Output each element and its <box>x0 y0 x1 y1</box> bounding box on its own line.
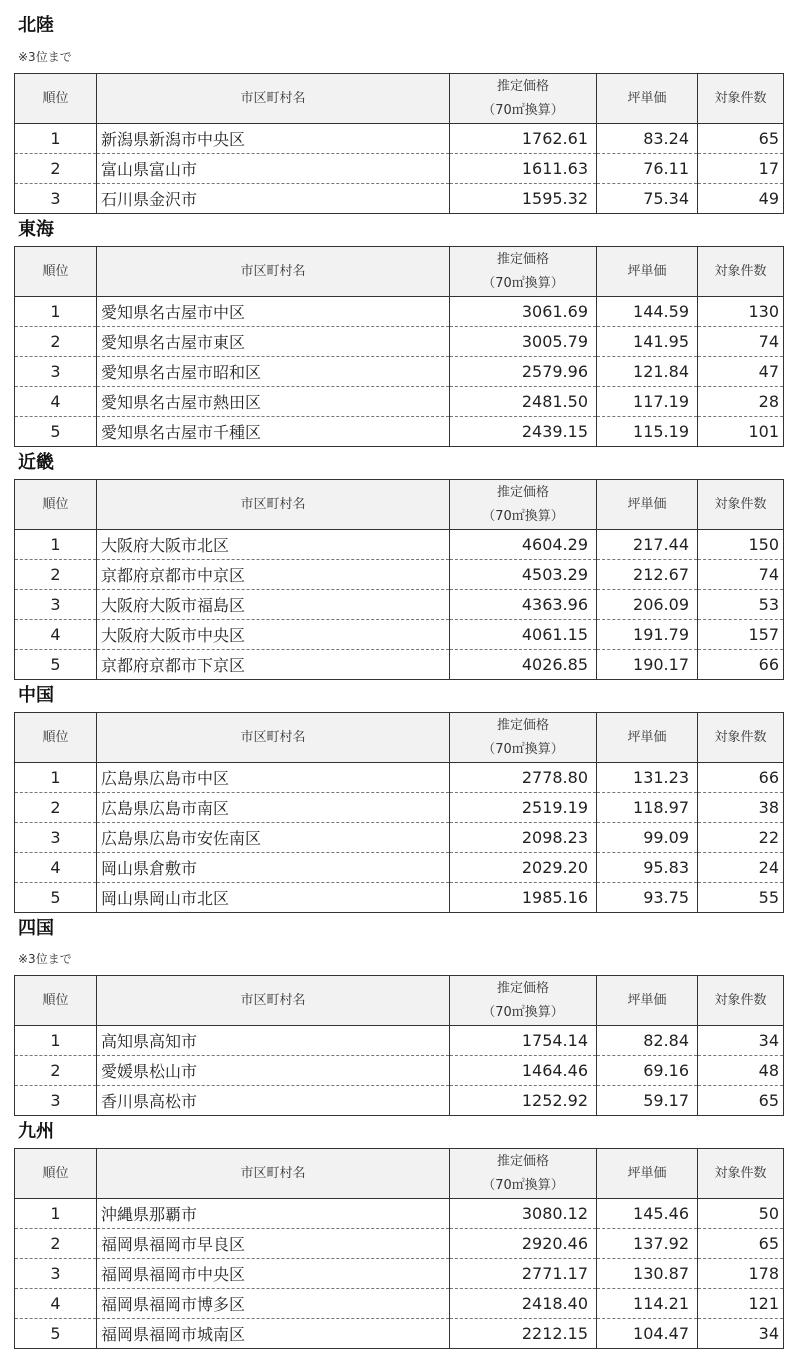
ranking-table <box>14 1148 784 1349</box>
cell-count: 34 <box>698 1026 784 1056</box>
table-row <box>15 590 784 620</box>
cell-name: 富山県富山市 <box>97 154 450 184</box>
cell-price: 2098.23 <box>450 823 597 853</box>
header-name: 市区町村名 <box>97 713 450 763</box>
cell-name: 広島県広島市南区 <box>97 793 450 823</box>
table-row <box>15 763 784 793</box>
cell-count: 47 <box>698 357 784 387</box>
header-rank: 順位 <box>15 976 97 1026</box>
cell-rank: 2 <box>15 793 97 823</box>
cell-tsubo: 93.75 <box>597 883 698 913</box>
cell-name: 石川県金沢市 <box>97 184 450 214</box>
cell-rank: 3 <box>15 357 97 387</box>
cell-tsubo: 75.34 <box>597 184 698 214</box>
cell-tsubo: 212.67 <box>597 560 698 590</box>
header-name: 市区町村名 <box>97 480 450 530</box>
cell-tsubo: 76.11 <box>597 154 698 184</box>
cell-name: 愛知県名古屋市熱田区 <box>97 387 450 417</box>
region-title: 北陸 <box>18 15 54 36</box>
cell-rank: 2 <box>15 154 97 184</box>
header-price <box>450 74 597 124</box>
header-price <box>450 1149 597 1199</box>
cell-price: 4503.29 <box>450 560 597 590</box>
region-title: 東海 <box>18 219 54 240</box>
cell-rank: 4 <box>15 853 97 883</box>
cell-tsubo: 83.24 <box>597 124 698 154</box>
cell-name: 愛知県名古屋市中区 <box>97 297 450 327</box>
table-row <box>15 184 784 214</box>
cell-name: 香川県高松市 <box>97 1086 450 1116</box>
cell-tsubo: 95.83 <box>597 853 698 883</box>
table-header-row <box>15 1149 784 1199</box>
cell-rank: 1 <box>15 763 97 793</box>
header-price-line2: （70㎡換算） <box>482 508 564 524</box>
cell-price: 2920.46 <box>450 1229 597 1259</box>
cell-name: 沖縄県那覇市 <box>97 1199 450 1229</box>
cell-price: 4026.85 <box>450 650 597 680</box>
cell-count: 65 <box>698 124 784 154</box>
cell-count: 55 <box>698 883 784 913</box>
table-row <box>15 853 784 883</box>
header-name: 市区町村名 <box>97 247 450 297</box>
cell-rank: 4 <box>15 620 97 650</box>
cell-count: 53 <box>698 590 784 620</box>
header-rank: 順位 <box>15 480 97 530</box>
cell-count: 34 <box>698 1319 784 1349</box>
header-count: 対象件数 <box>698 247 784 297</box>
cell-name: 新潟県新潟市中央区 <box>97 124 450 154</box>
header-count: 対象件数 <box>698 713 784 763</box>
header-price <box>450 713 597 763</box>
region-note: ※3位まで <box>18 952 72 966</box>
cell-rank: 1 <box>15 124 97 154</box>
cell-price: 4363.96 <box>450 590 597 620</box>
cell-count: 38 <box>698 793 784 823</box>
cell-count: 66 <box>698 763 784 793</box>
cell-price: 2212.15 <box>450 1319 597 1349</box>
cell-price: 1754.14 <box>450 1026 597 1056</box>
table-row <box>15 650 784 680</box>
cell-tsubo: 144.59 <box>597 297 698 327</box>
cell-count: 28 <box>698 387 784 417</box>
table-row <box>15 1026 784 1056</box>
table-header-row <box>15 247 784 297</box>
cell-tsubo: 145.46 <box>597 1199 698 1229</box>
header-rank: 順位 <box>15 74 97 124</box>
header-price <box>450 976 597 1026</box>
cell-price: 2439.15 <box>450 417 597 447</box>
table-row <box>15 327 784 357</box>
cell-tsubo: 69.16 <box>597 1056 698 1086</box>
header-price-line2: （70㎡換算） <box>482 275 564 291</box>
header-price-line1: 推定価格 <box>496 78 549 94</box>
cell-name: 愛知県名古屋市東区 <box>97 327 450 357</box>
cell-tsubo: 121.84 <box>597 357 698 387</box>
header-tsubo: 坪単価 <box>597 1149 698 1199</box>
header-price-line1: 推定価格 <box>496 717 549 733</box>
table-header-row <box>15 976 784 1026</box>
header-price <box>450 480 597 530</box>
header-rank: 順位 <box>15 713 97 763</box>
table-row <box>15 1289 784 1319</box>
cell-price: 2519.19 <box>450 793 597 823</box>
region-title: 中国 <box>18 685 54 706</box>
cell-count: 65 <box>698 1229 784 1259</box>
table-row <box>15 387 784 417</box>
cell-tsubo: 141.95 <box>597 327 698 357</box>
ranking-table <box>14 975 784 1116</box>
cell-rank: 1 <box>15 530 97 560</box>
cell-tsubo: 117.19 <box>597 387 698 417</box>
cell-count: 150 <box>698 530 784 560</box>
header-count: 対象件数 <box>698 1149 784 1199</box>
cell-rank: 5 <box>15 1319 97 1349</box>
table-row <box>15 357 784 387</box>
cell-price: 2579.96 <box>450 357 597 387</box>
cell-price: 1985.16 <box>450 883 597 913</box>
ranking-table <box>14 479 784 680</box>
header-price-line1: 推定価格 <box>496 1153 549 1169</box>
cell-price: 2029.20 <box>450 853 597 883</box>
cell-count: 130 <box>698 297 784 327</box>
cell-count: 17 <box>698 154 784 184</box>
cell-price: 3061.69 <box>450 297 597 327</box>
cell-tsubo: 217.44 <box>597 530 698 560</box>
cell-count: 74 <box>698 560 784 590</box>
cell-tsubo: 130.87 <box>597 1259 698 1289</box>
cell-tsubo: 99.09 <box>597 823 698 853</box>
header-tsubo: 坪単価 <box>597 976 698 1026</box>
cell-rank: 3 <box>15 823 97 853</box>
cell-rank: 5 <box>15 650 97 680</box>
cell-tsubo: 118.97 <box>597 793 698 823</box>
region-note: ※3位まで <box>18 50 72 64</box>
table-row <box>15 1319 784 1349</box>
cell-price: 4604.29 <box>450 530 597 560</box>
cell-rank: 2 <box>15 327 97 357</box>
table-row <box>15 1229 784 1259</box>
cell-rank: 3 <box>15 590 97 620</box>
header-price-line1: 推定価格 <box>496 484 549 500</box>
cell-rank: 3 <box>15 184 97 214</box>
table-header-row <box>15 74 784 124</box>
table-row <box>15 1086 784 1116</box>
cell-price: 2481.50 <box>450 387 597 417</box>
cell-price: 1464.46 <box>450 1056 597 1086</box>
cell-count: 121 <box>698 1289 784 1319</box>
header-price <box>450 247 597 297</box>
cell-name: 広島県広島市中区 <box>97 763 450 793</box>
table-row <box>15 823 784 853</box>
table-row <box>15 1199 784 1229</box>
header-name: 市区町村名 <box>97 976 450 1026</box>
cell-count: 48 <box>698 1056 784 1086</box>
cell-price: 2418.40 <box>450 1289 597 1319</box>
cell-rank: 2 <box>15 560 97 590</box>
cell-name: 京都府京都市中京区 <box>97 560 450 590</box>
cell-rank: 4 <box>15 387 97 417</box>
header-tsubo: 坪単価 <box>597 247 698 297</box>
cell-tsubo: 190.17 <box>597 650 698 680</box>
header-tsubo: 坪単価 <box>597 480 698 530</box>
cell-price: 4061.15 <box>450 620 597 650</box>
cell-tsubo: 82.84 <box>597 1026 698 1056</box>
cell-rank: 4 <box>15 1289 97 1319</box>
cell-rank: 3 <box>15 1086 97 1116</box>
table-header-row <box>15 713 784 763</box>
region-title: 近畿 <box>18 452 54 473</box>
region-title: 四国 <box>18 918 54 939</box>
cell-name: 京都府京都市下京区 <box>97 650 450 680</box>
cell-tsubo: 104.47 <box>597 1319 698 1349</box>
header-count: 対象件数 <box>698 976 784 1026</box>
header-price-line2: （70㎡換算） <box>482 741 564 757</box>
cell-rank: 1 <box>15 1199 97 1229</box>
cell-name: 福岡県福岡市早良区 <box>97 1229 450 1259</box>
table-row <box>15 530 784 560</box>
cell-count: 66 <box>698 650 784 680</box>
header-count: 対象件数 <box>698 74 784 124</box>
cell-tsubo: 59.17 <box>597 1086 698 1116</box>
header-rank: 順位 <box>15 247 97 297</box>
cell-rank: 1 <box>15 297 97 327</box>
ranking-table <box>14 73 784 214</box>
table-row <box>15 417 784 447</box>
ranking-table <box>14 712 784 913</box>
table-row <box>15 883 784 913</box>
cell-count: 157 <box>698 620 784 650</box>
cell-name: 岡山県岡山市北区 <box>97 883 450 913</box>
cell-count: 74 <box>698 327 784 357</box>
table-row <box>15 124 784 154</box>
cell-rank: 5 <box>15 883 97 913</box>
cell-tsubo: 114.21 <box>597 1289 698 1319</box>
cell-price: 3005.79 <box>450 327 597 357</box>
table-row <box>15 297 784 327</box>
table-row <box>15 1056 784 1086</box>
cell-name: 愛知県名古屋市昭和区 <box>97 357 450 387</box>
cell-count: 50 <box>698 1199 784 1229</box>
cell-name: 大阪府大阪市中央区 <box>97 620 450 650</box>
cell-name: 岡山県倉敷市 <box>97 853 450 883</box>
cell-rank: 1 <box>15 1026 97 1056</box>
cell-count: 101 <box>698 417 784 447</box>
cell-tsubo: 206.09 <box>597 590 698 620</box>
header-tsubo: 坪単価 <box>597 713 698 763</box>
cell-name: 大阪府大阪市北区 <box>97 530 450 560</box>
cell-tsubo: 131.23 <box>597 763 698 793</box>
cell-name: 愛知県名古屋市千種区 <box>97 417 450 447</box>
table-row <box>15 1259 784 1289</box>
cell-name: 高知県高知市 <box>97 1026 450 1056</box>
cell-count: 49 <box>698 184 784 214</box>
cell-price: 1595.32 <box>450 184 597 214</box>
header-price-line2: （70㎡換算） <box>482 1177 564 1193</box>
header-rank: 順位 <box>15 1149 97 1199</box>
cell-tsubo: 191.79 <box>597 620 698 650</box>
cell-rank: 3 <box>15 1259 97 1289</box>
header-count: 対象件数 <box>698 480 784 530</box>
cell-price: 1611.63 <box>450 154 597 184</box>
cell-rank: 2 <box>15 1056 97 1086</box>
region-title: 九州 <box>18 1121 54 1142</box>
cell-count: 65 <box>698 1086 784 1116</box>
cell-count: 22 <box>698 823 784 853</box>
cell-name: 大阪府大阪市福島区 <box>97 590 450 620</box>
cell-rank: 5 <box>15 417 97 447</box>
table-row <box>15 793 784 823</box>
cell-price: 2771.17 <box>450 1259 597 1289</box>
header-price-line2: （70㎡換算） <box>482 102 564 118</box>
cell-name: 福岡県福岡市博多区 <box>97 1289 450 1319</box>
table-row <box>15 560 784 590</box>
cell-price: 1762.61 <box>450 124 597 154</box>
cell-rank: 2 <box>15 1229 97 1259</box>
table-row <box>15 154 784 184</box>
cell-price: 1252.92 <box>450 1086 597 1116</box>
cell-count: 24 <box>698 853 784 883</box>
cell-tsubo: 115.19 <box>597 417 698 447</box>
header-tsubo: 坪単価 <box>597 74 698 124</box>
header-price-line2: （70㎡換算） <box>482 1004 564 1020</box>
header-price-line1: 推定価格 <box>496 251 549 267</box>
cell-name: 広島県広島市安佐南区 <box>97 823 450 853</box>
header-price-line1: 推定価格 <box>496 980 549 996</box>
cell-name: 福岡県福岡市中央区 <box>97 1259 450 1289</box>
cell-name: 福岡県福岡市城南区 <box>97 1319 450 1349</box>
cell-count: 178 <box>698 1259 784 1289</box>
cell-price: 3080.12 <box>450 1199 597 1229</box>
table-row <box>15 620 784 650</box>
cell-tsubo: 137.92 <box>597 1229 698 1259</box>
header-name: 市区町村名 <box>97 1149 450 1199</box>
table-header-row <box>15 480 784 530</box>
cell-price: 2778.80 <box>450 763 597 793</box>
cell-name: 愛媛県松山市 <box>97 1056 450 1086</box>
header-name: 市区町村名 <box>97 74 450 124</box>
ranking-table <box>14 246 784 447</box>
